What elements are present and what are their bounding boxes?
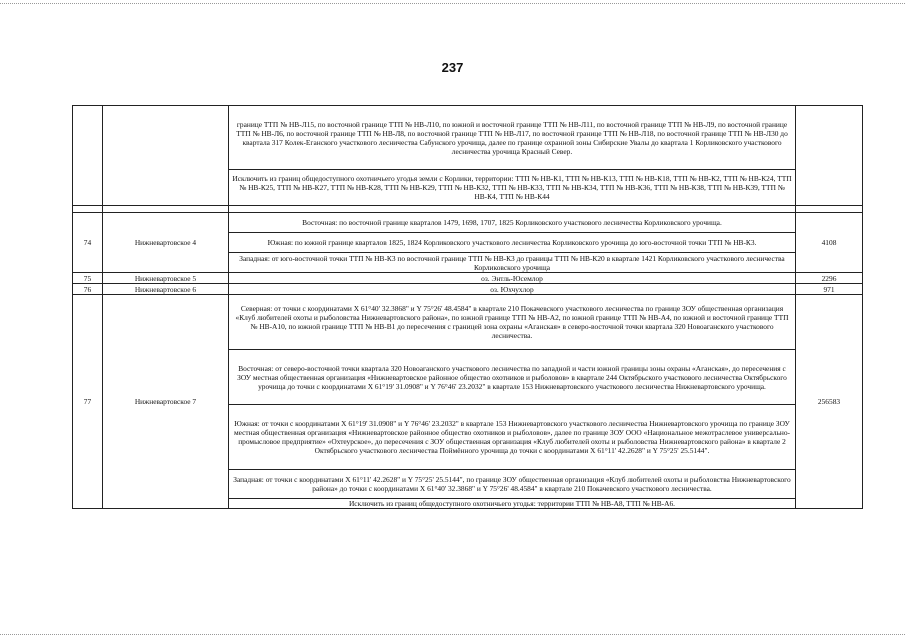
boundary-east: Восточная: по восточной границе кварталов 1479, 1698, 1707, 1825 Корликовского участкового лесничества Корликовского урочища.: [229, 213, 796, 233]
ground-name: Нижневартовское 7: [103, 295, 229, 509]
exclusion-description: Исключить из границ общедоступного охотничьего угодья: территории ТТП № НВ-А8, ТТП № НВ-А6.: [229, 499, 796, 509]
area-value: 256583: [796, 295, 863, 509]
area-value: 4108: [796, 213, 863, 273]
boundary-south: Южная: по южной границе кварталов 1825, 1824 Корликовского участкового лесничества Корликовского урочища до юго-восточной точки ТТП № НВ-К3.: [229, 233, 796, 253]
lake-name: оз. Энтль-Юсемлор: [229, 273, 796, 284]
row-number: 76: [73, 284, 103, 295]
hunting-grounds-table: [72, 105, 863, 509]
table-spacer: [73, 206, 863, 213]
table-row-73-part1: [73, 106, 863, 170]
ground-name: [103, 106, 229, 206]
area-value: 971: [796, 284, 863, 295]
boundary-south: Южная: от точки с координатами Х 61°19' 31.0908" и Y 76°46' 23.2032" в квартале 153 Нижневартовского участкового лесничества Нижневартовского урочища по границе ЗОУ местная общественная организация «Нижневартовское районное общество охотников и рыболовов», далее по границе ЗОУ ООО «Национальное межотраслевое универсально- промысловое предприятие» «Охтеурское», до пересечения с ЗОУ общественная организация «Клуб любителей охоты и рыболовства Нижневартовского района» в квартале 2 Октябрьского участкового лесничества Поймённого урочища до точки с координатами Х 61°11' 42.2628" и Y 75°25' 25.5144".: [229, 405, 796, 470]
ground-name: Нижневартовское 4: [103, 213, 229, 273]
exclusion-description: Исключить из границ общедоступного охотничьего угодья земли с Корлики, территории: ТТП № НВ-К1, ТТП № НВ-К13, ТТП № НВ-К18, ТТП № НВ-К2, ТТП № НВ-К24, ТТП № НВ-К25, ТТП № НВ-К27, ТТП № НВ-К28, ТТП № НВ-К29, ТТП № НВ-К32, ТТП № НВ-К33, ТТП № НВ-К34, ТТП № НВ-К36, ТТП № НВ-К38, ТТП № НВ-К39, ТТП № НВ-К4, ТТП № НВ-К44: [229, 170, 796, 206]
row-number: [73, 106, 103, 206]
row-number: 75: [73, 273, 103, 284]
area-value: 2296: [796, 273, 863, 284]
boundary-description: границе ТТП № НВ-Л15, по восточной границе ТТП № НВ-Л10, по южной и восточной границе ТТП № НВ-Л11, по восточной границе ТТП № НВ-Л9, по восточной границе ТТП № НВ-Л6, по восточной границе ТТП № НВ-Л8, по восточной границе ТТП № НВ-Л17, по восточной границе ТТП № НВ-Л18, по восточной границе ТТП № НВ-Л30 до квартала 317 Колек-Еганского участкового лесничества Сабунского урочища, далее по границе охранной зоны Сибирские Увалы до квартала 1 Корликовского участкового лесничества урочища Красный Север.: [229, 106, 796, 170]
row-number: 74: [73, 213, 103, 273]
boundary-north: Северная: от точки с координатами Х 61°40' 32.3868" и Y 75°26' 48.4584" в квартале 210 Покачевского участкового лесничества по границе ЗОУ общественная организация «Клуб любителей охоты и рыболовства Нижневартовского района», по южной границе ТТП № НВ-А2, по южной границе ТТП № НВ-А4, по южной и восточной границе ТТП № НВ-А10, по южной границе ТТП № НВ-В1 до пересечения с границей зона охраны «Аганская» в северо-восточной точки квартала 320 Новоаганского участкового лесничества.: [229, 295, 796, 350]
table-row-74-part1: [73, 213, 863, 233]
boundary-west: Западная: от точки с координатами Х 61°11' 42.2628" и Y 75°25' 25.5144", по границе ЗОУ общественная организация «Клуб любителей охоты и рыболовства Нижневартовского района» до точки с координатами Х 61°40' 32.3868" и Y 75°26' 48.4584" в квартале 210 Покачевского участкового лесничества.: [229, 470, 796, 499]
scan-edge-bottom: [0, 634, 905, 635]
boundary-west: Западная: от юго-восточной точки ТТП № НВ-К3 по восточной границе ТТП № НВ-К3 до границы ТТП № НВ-К20 в квартале 1421 Корликовского участкового лесничества Корликовского урочища: [229, 253, 796, 273]
page-number: 237: [441, 60, 464, 75]
area-value: [796, 106, 863, 206]
scan-edge-top: [0, 3, 905, 4]
table-row-77-part1: [73, 295, 863, 350]
ground-name: Нижневартовское 5: [103, 273, 229, 284]
boundary-east: Восточная: от северо-восточной точки квартала 320 Новоаганского участкового лесничества по западной и части южной границы зоны охраны «Аганская», до пересечения с ЗОУ местная общественная организация «Нижневартовское районное общество охотников и рыболовов» в квартале 244 Октябрьского участкового лесничества Октябрьского урочища до точки с координатами Х 61°19' 31.0908" и Y 76°46' 23.2032" в квартале 153 Нижневартовского участкового лесничества Нижневартовского урочища.: [229, 350, 796, 405]
table-row-76: [73, 284, 863, 295]
table-row-75: [73, 273, 863, 284]
lake-name: оз. Юхчухлор: [229, 284, 796, 295]
row-number: 77: [73, 295, 103, 509]
ground-name: Нижневартовское 6: [103, 284, 229, 295]
